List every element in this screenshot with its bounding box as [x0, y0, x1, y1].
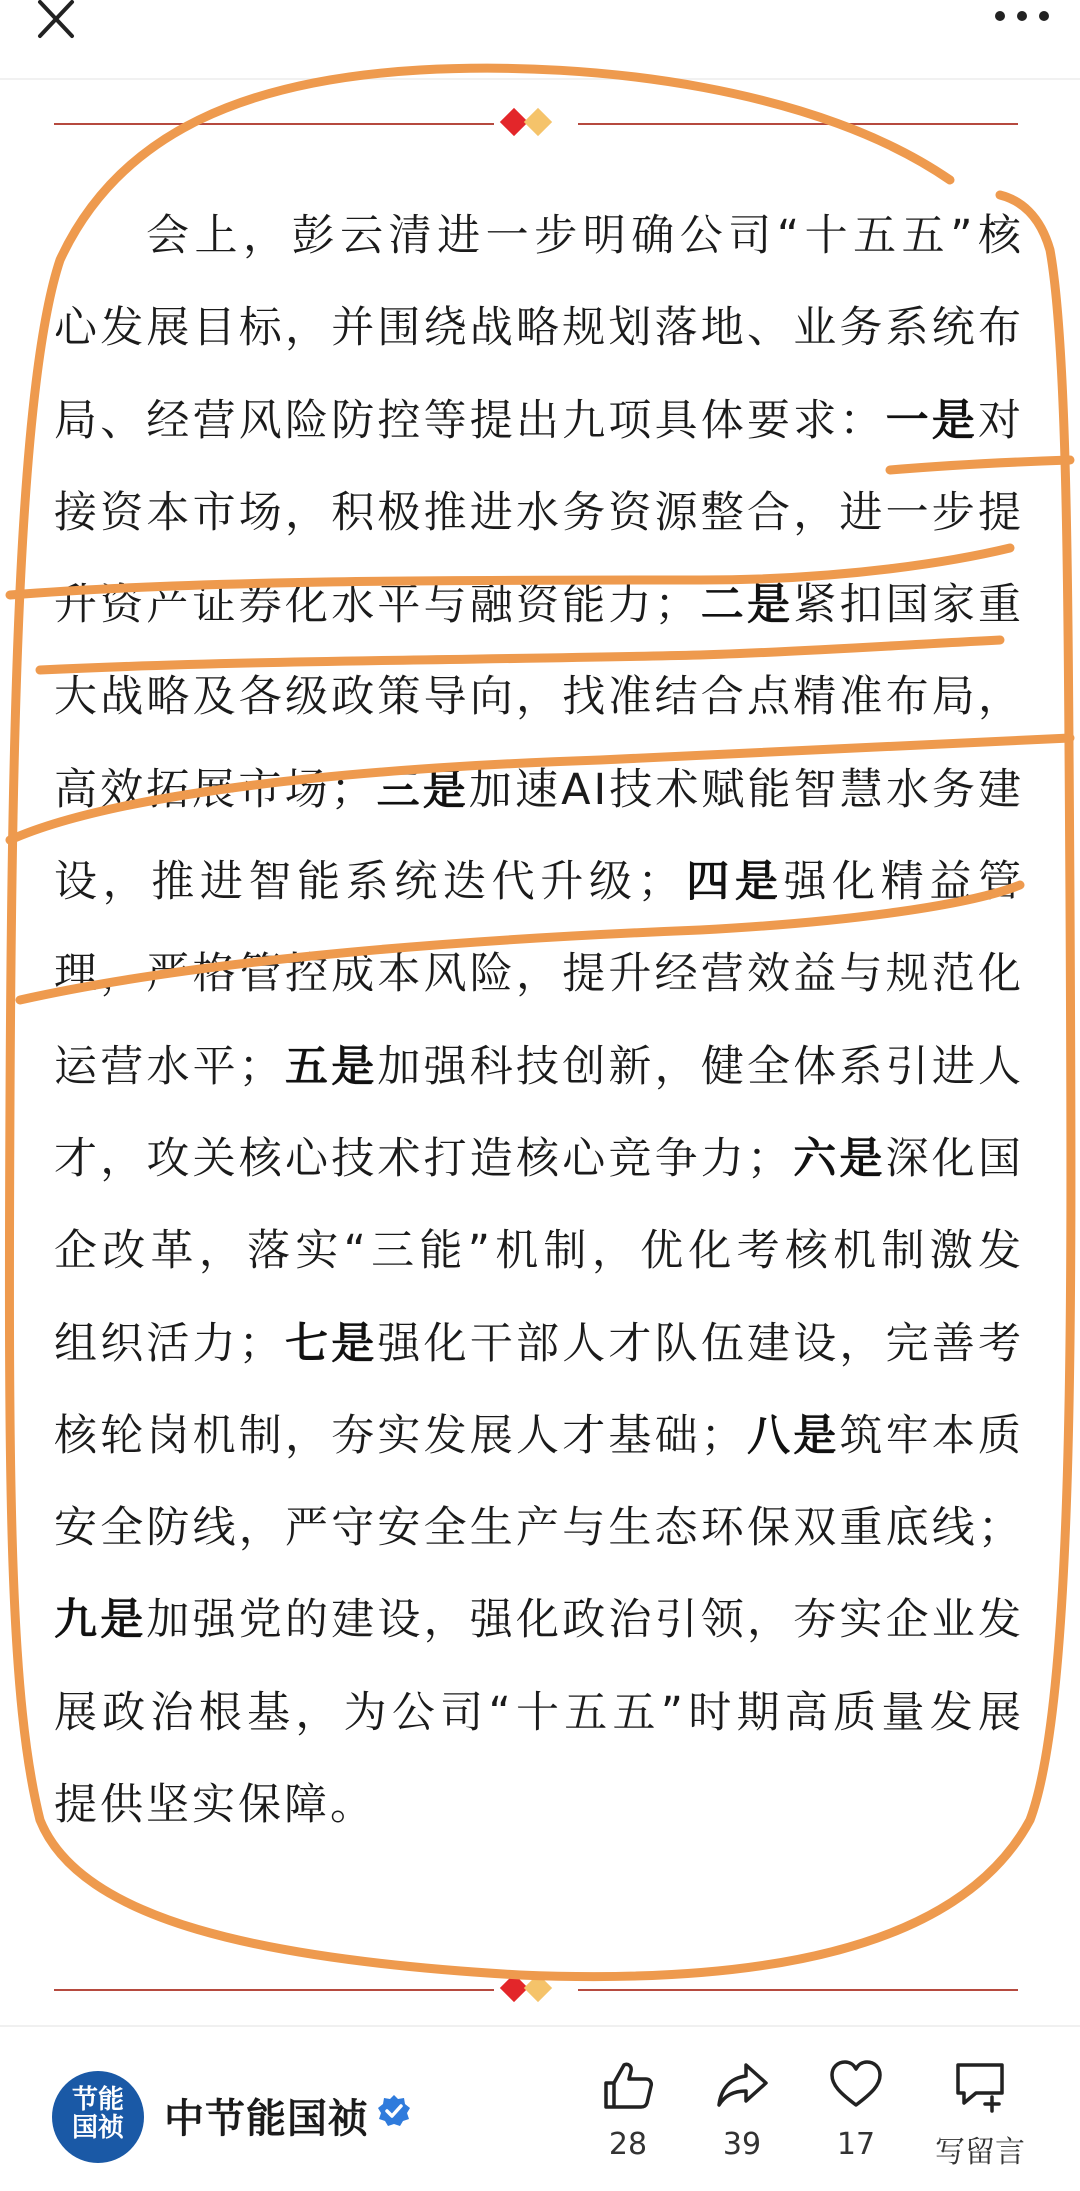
item-3-label: 三是 [376, 764, 469, 815]
item-5-text: 加强科技创新，健全体系引进人才，攻关核心技术打造核心竞争力； [54, 1041, 1025, 1184]
like-count: 28 [608, 2127, 648, 2162]
top-separator [0, 78, 1080, 80]
item-8-label: 八是 [746, 1410, 840, 1461]
bottom-action-bar [0, 2025, 1080, 2191]
item-1-text: 对接资本市场，积极推进水务资源整合，进一步提升资产证券化水平与融资能力； [54, 395, 1025, 631]
favorite-button[interactable] [806, 2057, 906, 2177]
share-button[interactable] [692, 2057, 792, 2177]
write-comment-button[interactable] [920, 2057, 1040, 2177]
more-icon[interactable] [992, 8, 1052, 24]
comment-icon [952, 2057, 1008, 2113]
verified-icon [376, 2093, 412, 2129]
item-7-text: 强化干部人才队伍建设，完善考核轮岗机制，夯实发展人才基础； [54, 1318, 1025, 1461]
avatar-text-line2: 国祯 [71, 2113, 124, 2143]
article-intro: 会上，彭云清进一步明确公司“十五五”核心发展目标，并围绕战略规划落地、业务系统布局、经营风险防控等提出九项具体要求： [54, 211, 1024, 446]
item-7-label: 七是 [284, 1318, 378, 1369]
item-1-label: 一是 [885, 395, 979, 446]
share-icon [714, 2057, 770, 2113]
item-3-text: 加速AI技术赋能智慧水务建设，推进智能系统迭代升级； [54, 764, 1025, 908]
item-4-label: 四是 [683, 857, 784, 908]
avatar[interactable] [52, 2071, 144, 2163]
item-2-label: 二是 [700, 580, 794, 631]
account-name[interactable]: 中节能国祯 [164, 2096, 369, 2142]
item-5-label: 五是 [284, 1041, 378, 1092]
item-6-label: 六是 [793, 1133, 886, 1184]
item-4-text: 强化精益管理，严格管控成本风险，提升经营效益与规范化运营水平； [54, 857, 1025, 1092]
heart-icon [828, 2057, 884, 2113]
item-9-label: 九是 [54, 1595, 147, 1646]
section-divider-top [54, 114, 1018, 134]
like-button[interactable] [578, 2057, 678, 2177]
article-body [54, 190, 1024, 1851]
item-2-text: 紧扣国家重大战略及各级政策导向，找准结合点精准布局，高效拓展市场； [54, 580, 1025, 815]
item-9-text: 加强党的建设，强化政治引领，夯实企业发展政治根基，为公司“十五五”时期高质量发展提供坚实保障。 [54, 1595, 1025, 1831]
share-count: 39 [722, 2127, 762, 2162]
item-6-text: 深化国企改革，落实“三能”机制，优化考核机制激发组织活力； [54, 1133, 1025, 1369]
write-comment-label: 写留言 [935, 2135, 1025, 2170]
top-bar [0, 0, 1080, 60]
favorite-count: 17 [836, 2127, 876, 2162]
item-8-text: 筑牢本质安全防线，严守安全生产与生态环保双重底线； [54, 1410, 1025, 1554]
section-divider-bottom [54, 1980, 1018, 2000]
avatar-text-line1: 节能 [71, 2085, 124, 2115]
close-icon[interactable] [36, 0, 76, 40]
thumbs-up-icon [600, 2057, 656, 2113]
